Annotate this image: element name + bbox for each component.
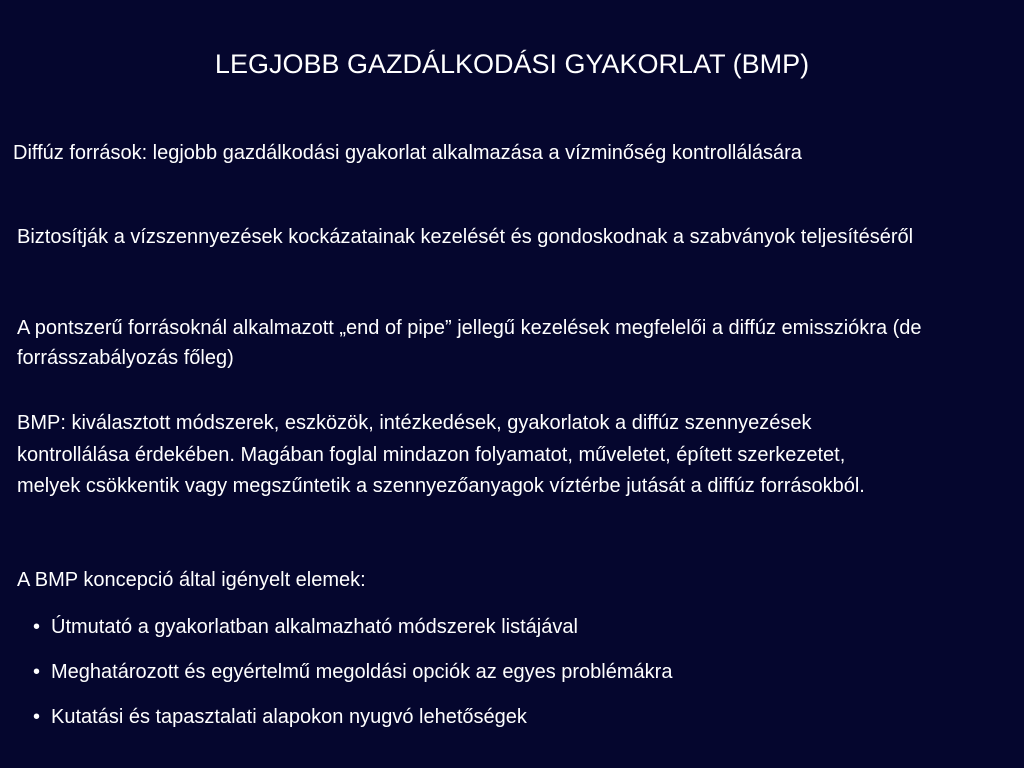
bullet-text: Meghatározott és egyértelmű megoldási opciók az egyes problémákra bbox=[51, 661, 673, 683]
bullet-item bbox=[33, 702, 672, 732]
paragraph-risk-management: Biztosítják a vízszennyezések kockázatainak kezelését és gondoskodnak a szabványok teljesítéséről bbox=[17, 226, 914, 248]
bullet-icon: • bbox=[33, 661, 41, 683]
bullet-item bbox=[33, 657, 672, 687]
bullet-icon: • bbox=[33, 616, 41, 638]
paragraph-diffuse-sources: Diffúz források: legjobb gazdálkodási gyakorlat alkalmazása a vízminőség kontrollálására bbox=[13, 142, 802, 164]
paragraph-required-elements: A BMP koncepció által igényelt elemek: bbox=[17, 569, 366, 591]
bullet-item bbox=[33, 612, 672, 642]
slide-title: LEGJOBB GAZDÁLKODÁSI GYAKORLAT (BMP) bbox=[214, 49, 810, 79]
paragraph-bmp-definition: BMP: kiválasztott módszerek, eszközök, intézkedések, gyakorlatok a diffúz szennyezések kontrollálása érdekében. Magában foglal mindazon folyamatot, műveletet, épített szerkezetet, melyek csökkentik vagy megszűntetik a szennyezőanyagok víztérbe jutását a diffúz forrásokból. bbox=[17, 412, 865, 497]
bullet-text: Útmutató a gyakorlatban alkalmazható módszerek listájával bbox=[51, 616, 578, 638]
paragraph-end-of-pipe: A pontszerű forrásoknál alkalmazott „end of pipe” jellegű kezelések megfelelői a diffúz emissziókra (de forrásszabályozás főleg) bbox=[17, 317, 922, 369]
bullet-icon: • bbox=[33, 706, 41, 728]
bullet-list bbox=[33, 612, 672, 747]
bullet-text: Kutatási és tapasztalati alapokon nyugvó lehetőségek bbox=[51, 706, 527, 728]
